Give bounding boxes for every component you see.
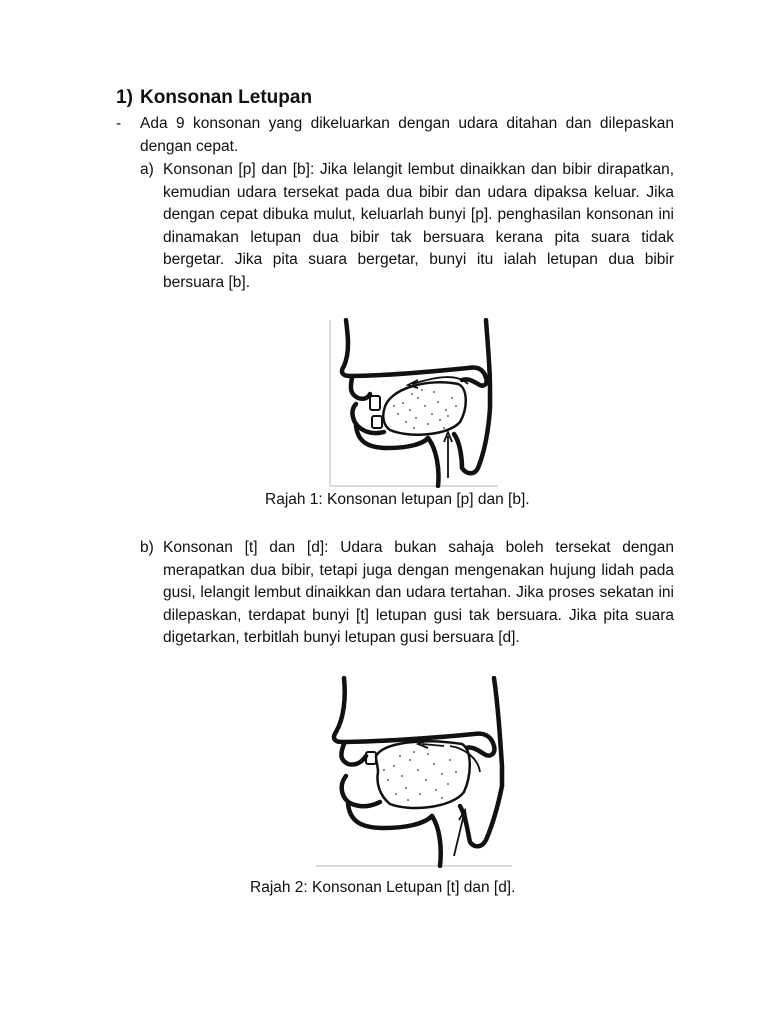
figure-2-diagram [314,676,514,868]
figure-1-diagram [328,318,500,488]
vocal-tract-illustration-2 [314,676,514,868]
item-a-text: Konsonan [p] dan [b]: Jika lelangit lembut dinaikkan dan bibir dirapatkan, kemudian udara tersekat pada dua bibir dan udara dipaksa keluar. Jika dengan cepat dibuka mulut, keluarlah bunyi [p]. penghasilan konsonan ini dinamakan letupan dua bibir tak bersuara kerana pita suara tidak bergetar. Jika pita suara bergetar, bunyi itu ialah letupan dua bibir bersuara [b]. [163,161,674,291]
figure-2-caption: Rajah 2: Konsonan Letupan [t] dan [d]. [250,879,516,896]
section-heading [116,86,312,110]
intro-bullet: - [116,115,122,132]
vocal-tract-illustration-1 [328,318,500,488]
section-number: 1) [116,87,133,108]
section-title: Konsonan Letupan [140,87,313,108]
item-a-marker: a) [140,161,154,178]
item-b-text: Konsonan [t] dan [d]: Udara bukan sahaja boleh tersekat dengan merapatkan dua bibir, tetapi juga dengan mengenakan hujung lidah pada gusi, lelangit lembut dinaikkan dan udara tertahan. Jika proses sekatan ini dilepaskan, terdapat bunyi [t] letupan gusi tak bersuara. Jika pita suara digetarkan, terbitlah bunyi letupan gusi bersuara [d]. [163,539,674,647]
figure-1-caption: Rajah 1: Konsonan letupan [p] dan [b]. [265,491,530,508]
intro-text: Ada 9 konsonan yang dikeluarkan dengan udara ditahan dan dilepaskan dengan cepat. [140,115,674,155]
item-b-marker: b) [140,539,154,556]
